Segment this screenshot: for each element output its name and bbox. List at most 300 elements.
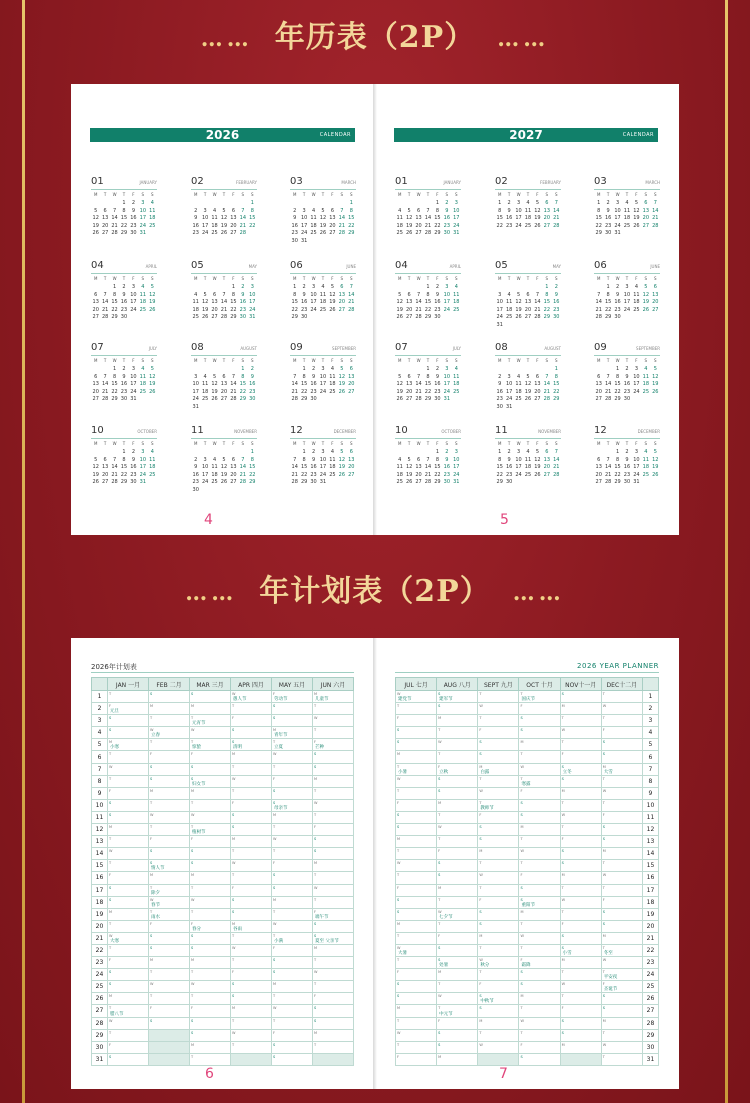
day-cell[interactable] bbox=[478, 920, 519, 932]
day-cell[interactable] bbox=[231, 1041, 272, 1053]
day-cell[interactable] bbox=[313, 860, 354, 872]
day-cell[interactable] bbox=[149, 715, 190, 727]
day-cell[interactable] bbox=[231, 799, 272, 811]
day-cell[interactable] bbox=[519, 691, 560, 703]
day-cell[interactable] bbox=[272, 811, 313, 823]
day-cell[interactable] bbox=[437, 957, 478, 969]
day-cell[interactable] bbox=[272, 1017, 313, 1029]
day-cell[interactable] bbox=[601, 775, 642, 787]
day-cell[interactable] bbox=[560, 969, 601, 981]
day-cell[interactable] bbox=[313, 799, 354, 811]
day-cell[interactable] bbox=[437, 884, 478, 896]
day-cell[interactable] bbox=[437, 811, 478, 823]
day-cell[interactable] bbox=[108, 787, 149, 799]
day-cell[interactable] bbox=[560, 787, 601, 799]
day-cell[interactable] bbox=[313, 1005, 354, 1017]
day-cell[interactable] bbox=[478, 884, 519, 896]
day-cell[interactable] bbox=[437, 969, 478, 981]
day-cell[interactable] bbox=[601, 981, 642, 993]
day-cell[interactable] bbox=[396, 896, 437, 908]
day-cell[interactable] bbox=[231, 1029, 272, 1041]
day-cell[interactable] bbox=[108, 763, 149, 775]
day-cell[interactable] bbox=[272, 896, 313, 908]
day-cell[interactable] bbox=[190, 703, 231, 715]
day-cell[interactable] bbox=[478, 969, 519, 981]
day-cell[interactable] bbox=[149, 957, 190, 969]
day-cell[interactable] bbox=[437, 896, 478, 908]
day-cell[interactable] bbox=[231, 993, 272, 1005]
day-cell[interactable] bbox=[396, 691, 437, 703]
day-cell[interactable] bbox=[272, 836, 313, 848]
day-cell[interactable] bbox=[519, 763, 560, 775]
day-cell[interactable] bbox=[272, 799, 313, 811]
day-cell[interactable] bbox=[519, 1029, 560, 1041]
day-cell[interactable] bbox=[149, 872, 190, 884]
day-cell[interactable] bbox=[601, 884, 642, 896]
day-cell[interactable] bbox=[313, 715, 354, 727]
day-cell[interactable] bbox=[519, 908, 560, 920]
day-cell[interactable] bbox=[108, 872, 149, 884]
day-cell[interactable] bbox=[519, 957, 560, 969]
day-cell[interactable] bbox=[437, 944, 478, 956]
day-cell[interactable] bbox=[149, 920, 190, 932]
day-cell[interactable] bbox=[108, 1029, 149, 1041]
day-cell[interactable] bbox=[231, 848, 272, 860]
day-cell[interactable] bbox=[601, 763, 642, 775]
day-cell[interactable] bbox=[478, 957, 519, 969]
day-cell[interactable] bbox=[272, 751, 313, 763]
day-cell[interactable] bbox=[437, 1005, 478, 1017]
day-cell[interactable] bbox=[272, 1053, 313, 1065]
day-cell[interactable] bbox=[519, 860, 560, 872]
day-cell[interactable] bbox=[149, 884, 190, 896]
day-cell[interactable] bbox=[108, 981, 149, 993]
day-cell[interactable] bbox=[601, 932, 642, 944]
day-cell[interactable] bbox=[272, 787, 313, 799]
day-cell[interactable] bbox=[478, 799, 519, 811]
day-cell[interactable] bbox=[601, 944, 642, 956]
day-cell[interactable] bbox=[478, 824, 519, 836]
day-cell[interactable] bbox=[313, 691, 354, 703]
day-cell[interactable] bbox=[478, 739, 519, 751]
day-cell[interactable] bbox=[272, 739, 313, 751]
day-cell[interactable] bbox=[519, 824, 560, 836]
day-cell[interactable] bbox=[519, 811, 560, 823]
day-cell[interactable] bbox=[190, 811, 231, 823]
day-cell[interactable] bbox=[108, 799, 149, 811]
day-cell[interactable] bbox=[108, 836, 149, 848]
day-cell[interactable] bbox=[396, 848, 437, 860]
day-cell[interactable] bbox=[396, 824, 437, 836]
day-cell[interactable] bbox=[519, 884, 560, 896]
day-cell[interactable] bbox=[478, 787, 519, 799]
day-cell[interactable] bbox=[560, 715, 601, 727]
day-cell[interactable] bbox=[272, 727, 313, 739]
day-cell[interactable] bbox=[190, 739, 231, 751]
day-cell[interactable] bbox=[108, 1053, 149, 1065]
day-cell[interactable] bbox=[190, 993, 231, 1005]
day-cell[interactable] bbox=[231, 872, 272, 884]
day-cell[interactable] bbox=[231, 1005, 272, 1017]
day-cell[interactable] bbox=[313, 908, 354, 920]
day-cell[interactable] bbox=[190, 691, 231, 703]
day-cell[interactable] bbox=[190, 836, 231, 848]
day-cell[interactable] bbox=[519, 1005, 560, 1017]
day-cell[interactable] bbox=[108, 969, 149, 981]
day-cell[interactable] bbox=[437, 1041, 478, 1053]
day-cell[interactable] bbox=[190, 727, 231, 739]
day-cell[interactable] bbox=[149, 896, 190, 908]
day-cell[interactable] bbox=[190, 775, 231, 787]
day-cell[interactable] bbox=[478, 751, 519, 763]
day-cell[interactable] bbox=[190, 1005, 231, 1017]
day-cell[interactable] bbox=[272, 775, 313, 787]
day-cell[interactable] bbox=[231, 836, 272, 848]
day-cell[interactable] bbox=[519, 1053, 560, 1065]
day-cell[interactable] bbox=[437, 993, 478, 1005]
day-cell[interactable] bbox=[437, 860, 478, 872]
day-cell[interactable] bbox=[560, 981, 601, 993]
day-cell[interactable] bbox=[231, 932, 272, 944]
day-cell[interactable] bbox=[108, 811, 149, 823]
day-cell[interactable] bbox=[231, 775, 272, 787]
day-cell[interactable] bbox=[149, 1017, 190, 1029]
day-cell[interactable] bbox=[396, 993, 437, 1005]
day-cell[interactable] bbox=[272, 824, 313, 836]
day-cell[interactable] bbox=[108, 957, 149, 969]
day-cell[interactable] bbox=[190, 787, 231, 799]
day-cell[interactable] bbox=[149, 691, 190, 703]
day-cell[interactable] bbox=[396, 763, 437, 775]
day-cell[interactable] bbox=[231, 787, 272, 799]
day-cell[interactable] bbox=[478, 775, 519, 787]
day-cell[interactable] bbox=[190, 1017, 231, 1029]
day-cell[interactable] bbox=[437, 981, 478, 993]
day-cell[interactable] bbox=[396, 775, 437, 787]
day-cell[interactable] bbox=[313, 739, 354, 751]
day-cell[interactable] bbox=[108, 727, 149, 739]
day-cell[interactable] bbox=[272, 932, 313, 944]
day-cell[interactable] bbox=[190, 969, 231, 981]
day-cell[interactable] bbox=[190, 751, 231, 763]
day-cell[interactable] bbox=[601, 1053, 642, 1065]
day-cell[interactable] bbox=[272, 957, 313, 969]
day-cell[interactable] bbox=[560, 1005, 601, 1017]
day-cell[interactable] bbox=[560, 799, 601, 811]
day-cell[interactable] bbox=[231, 703, 272, 715]
day-cell[interactable] bbox=[190, 981, 231, 993]
day-cell[interactable] bbox=[560, 993, 601, 1005]
day-cell[interactable] bbox=[396, 1053, 437, 1065]
day-cell[interactable] bbox=[601, 727, 642, 739]
day-cell[interactable] bbox=[190, 944, 231, 956]
day-cell[interactable] bbox=[519, 993, 560, 1005]
day-cell[interactable] bbox=[108, 775, 149, 787]
day-cell[interactable] bbox=[231, 751, 272, 763]
day-cell[interactable] bbox=[560, 957, 601, 969]
day-cell[interactable] bbox=[478, 981, 519, 993]
day-cell[interactable] bbox=[519, 932, 560, 944]
day-cell[interactable] bbox=[149, 836, 190, 848]
day-cell[interactable] bbox=[519, 836, 560, 848]
day-cell[interactable] bbox=[149, 981, 190, 993]
day-cell[interactable] bbox=[190, 957, 231, 969]
day-cell[interactable] bbox=[231, 691, 272, 703]
day-cell[interactable] bbox=[272, 920, 313, 932]
day-cell[interactable] bbox=[108, 896, 149, 908]
day-cell[interactable] bbox=[437, 1053, 478, 1065]
day-cell[interactable] bbox=[478, 944, 519, 956]
day-cell[interactable] bbox=[108, 860, 149, 872]
day-cell[interactable] bbox=[601, 993, 642, 1005]
day-cell[interactable] bbox=[478, 691, 519, 703]
day-cell[interactable] bbox=[231, 811, 272, 823]
day-cell[interactable] bbox=[396, 1041, 437, 1053]
day-cell[interactable] bbox=[478, 763, 519, 775]
day-cell[interactable] bbox=[149, 848, 190, 860]
day-cell[interactable] bbox=[231, 896, 272, 908]
day-cell[interactable] bbox=[313, 969, 354, 981]
day-cell[interactable] bbox=[313, 727, 354, 739]
day-cell[interactable] bbox=[190, 884, 231, 896]
day-cell[interactable] bbox=[437, 908, 478, 920]
day-cell[interactable] bbox=[108, 1017, 149, 1029]
day-cell[interactable] bbox=[601, 751, 642, 763]
day-cell[interactable] bbox=[437, 775, 478, 787]
day-cell[interactable] bbox=[437, 763, 478, 775]
day-cell[interactable] bbox=[560, 727, 601, 739]
day-cell[interactable] bbox=[231, 908, 272, 920]
day-cell[interactable] bbox=[108, 848, 149, 860]
day-cell[interactable] bbox=[108, 993, 149, 1005]
day-cell[interactable] bbox=[560, 775, 601, 787]
day-cell[interactable] bbox=[313, 872, 354, 884]
day-cell[interactable] bbox=[601, 715, 642, 727]
day-cell[interactable] bbox=[272, 763, 313, 775]
day-cell[interactable] bbox=[601, 836, 642, 848]
day-cell[interactable] bbox=[519, 1017, 560, 1029]
day-cell[interactable] bbox=[313, 944, 354, 956]
day-cell[interactable] bbox=[313, 824, 354, 836]
day-cell[interactable] bbox=[601, 799, 642, 811]
day-cell[interactable] bbox=[560, 703, 601, 715]
day-cell[interactable] bbox=[190, 908, 231, 920]
day-cell[interactable] bbox=[108, 739, 149, 751]
day-cell[interactable] bbox=[272, 1029, 313, 1041]
day-cell[interactable] bbox=[231, 944, 272, 956]
day-cell[interactable] bbox=[149, 811, 190, 823]
day-cell[interactable] bbox=[108, 715, 149, 727]
day-cell[interactable] bbox=[560, 691, 601, 703]
day-cell[interactable] bbox=[231, 739, 272, 751]
day-cell[interactable] bbox=[396, 751, 437, 763]
day-cell[interactable] bbox=[190, 763, 231, 775]
day-cell[interactable] bbox=[149, 1005, 190, 1017]
day-cell[interactable] bbox=[437, 727, 478, 739]
day-cell[interactable] bbox=[560, 1029, 601, 1041]
day-cell[interactable] bbox=[396, 1005, 437, 1017]
day-cell[interactable] bbox=[108, 920, 149, 932]
day-cell[interactable] bbox=[560, 860, 601, 872]
day-cell[interactable] bbox=[478, 715, 519, 727]
day-cell[interactable] bbox=[190, 932, 231, 944]
day-cell[interactable] bbox=[560, 848, 601, 860]
day-cell[interactable] bbox=[396, 1017, 437, 1029]
day-cell[interactable] bbox=[108, 932, 149, 944]
day-cell[interactable] bbox=[560, 908, 601, 920]
day-cell[interactable] bbox=[478, 848, 519, 860]
day-cell[interactable] bbox=[519, 981, 560, 993]
day-cell[interactable] bbox=[313, 896, 354, 908]
day-cell[interactable] bbox=[313, 1041, 354, 1053]
day-cell[interactable] bbox=[601, 824, 642, 836]
day-cell[interactable] bbox=[437, 1017, 478, 1029]
day-cell[interactable] bbox=[108, 691, 149, 703]
day-cell[interactable] bbox=[108, 908, 149, 920]
day-cell[interactable] bbox=[601, 848, 642, 860]
day-cell[interactable] bbox=[149, 739, 190, 751]
day-cell[interactable] bbox=[313, 703, 354, 715]
day-cell[interactable] bbox=[108, 703, 149, 715]
day-cell[interactable] bbox=[149, 751, 190, 763]
day-cell[interactable] bbox=[231, 824, 272, 836]
day-cell[interactable] bbox=[601, 1017, 642, 1029]
day-cell[interactable] bbox=[560, 884, 601, 896]
day-cell[interactable] bbox=[601, 969, 642, 981]
day-cell[interactable] bbox=[478, 836, 519, 848]
day-cell[interactable] bbox=[313, 751, 354, 763]
day-cell[interactable] bbox=[272, 969, 313, 981]
day-cell[interactable] bbox=[519, 715, 560, 727]
day-cell[interactable] bbox=[601, 872, 642, 884]
day-cell[interactable] bbox=[437, 799, 478, 811]
day-cell[interactable] bbox=[478, 860, 519, 872]
day-cell[interactable] bbox=[519, 739, 560, 751]
day-cell[interactable] bbox=[478, 872, 519, 884]
day-cell[interactable] bbox=[231, 860, 272, 872]
day-cell[interactable] bbox=[601, 896, 642, 908]
day-cell[interactable] bbox=[437, 932, 478, 944]
day-cell[interactable] bbox=[272, 944, 313, 956]
day-cell[interactable] bbox=[313, 993, 354, 1005]
day-cell[interactable] bbox=[108, 824, 149, 836]
day-cell[interactable] bbox=[272, 703, 313, 715]
day-cell[interactable] bbox=[560, 932, 601, 944]
day-cell[interactable] bbox=[560, 920, 601, 932]
day-cell[interactable] bbox=[601, 1005, 642, 1017]
day-cell[interactable] bbox=[231, 715, 272, 727]
day-cell[interactable] bbox=[437, 920, 478, 932]
day-cell[interactable] bbox=[396, 715, 437, 727]
day-cell[interactable] bbox=[478, 703, 519, 715]
day-cell[interactable] bbox=[149, 727, 190, 739]
day-cell[interactable] bbox=[437, 836, 478, 848]
day-cell[interactable] bbox=[437, 739, 478, 751]
day-cell[interactable] bbox=[313, 957, 354, 969]
day-cell[interactable] bbox=[190, 799, 231, 811]
day-cell[interactable] bbox=[396, 836, 437, 848]
day-cell[interactable] bbox=[396, 811, 437, 823]
day-cell[interactable] bbox=[190, 715, 231, 727]
day-cell[interactable] bbox=[313, 1029, 354, 1041]
day-cell[interactable] bbox=[149, 993, 190, 1005]
day-cell[interactable] bbox=[313, 836, 354, 848]
day-cell[interactable] bbox=[190, 1053, 231, 1065]
day-cell[interactable] bbox=[108, 884, 149, 896]
day-cell[interactable] bbox=[149, 824, 190, 836]
day-cell[interactable] bbox=[149, 703, 190, 715]
day-cell[interactable] bbox=[437, 715, 478, 727]
day-cell[interactable] bbox=[231, 969, 272, 981]
day-cell[interactable] bbox=[437, 848, 478, 860]
day-cell[interactable] bbox=[231, 1017, 272, 1029]
day-cell[interactable] bbox=[601, 1041, 642, 1053]
day-cell[interactable] bbox=[396, 981, 437, 993]
day-cell[interactable] bbox=[519, 920, 560, 932]
day-cell[interactable] bbox=[601, 957, 642, 969]
day-cell[interactable] bbox=[313, 811, 354, 823]
day-cell[interactable] bbox=[519, 751, 560, 763]
day-cell[interactable] bbox=[272, 848, 313, 860]
day-cell[interactable] bbox=[313, 775, 354, 787]
day-cell[interactable] bbox=[396, 799, 437, 811]
day-cell[interactable] bbox=[231, 727, 272, 739]
day-cell[interactable] bbox=[396, 787, 437, 799]
day-cell[interactable] bbox=[478, 1005, 519, 1017]
day-cell[interactable] bbox=[272, 860, 313, 872]
day-cell[interactable] bbox=[396, 908, 437, 920]
day-cell[interactable] bbox=[149, 775, 190, 787]
day-cell[interactable] bbox=[519, 896, 560, 908]
day-cell[interactable] bbox=[396, 739, 437, 751]
day-cell[interactable] bbox=[601, 1029, 642, 1041]
day-cell[interactable] bbox=[560, 944, 601, 956]
day-cell[interactable] bbox=[272, 884, 313, 896]
day-cell[interactable] bbox=[313, 920, 354, 932]
day-cell[interactable] bbox=[231, 981, 272, 993]
day-cell[interactable] bbox=[149, 969, 190, 981]
day-cell[interactable] bbox=[272, 981, 313, 993]
day-cell[interactable] bbox=[396, 1029, 437, 1041]
day-cell[interactable] bbox=[272, 872, 313, 884]
day-cell[interactable] bbox=[519, 703, 560, 715]
day-cell[interactable] bbox=[149, 944, 190, 956]
day-cell[interactable] bbox=[396, 884, 437, 896]
day-cell[interactable] bbox=[560, 1041, 601, 1053]
day-cell[interactable] bbox=[560, 1017, 601, 1029]
day-cell[interactable] bbox=[478, 1017, 519, 1029]
day-cell[interactable] bbox=[190, 860, 231, 872]
day-cell[interactable] bbox=[149, 787, 190, 799]
day-cell[interactable] bbox=[313, 884, 354, 896]
day-cell[interactable] bbox=[601, 703, 642, 715]
day-cell[interactable] bbox=[396, 932, 437, 944]
day-cell[interactable] bbox=[437, 751, 478, 763]
day-cell[interactable] bbox=[519, 848, 560, 860]
day-cell[interactable] bbox=[478, 896, 519, 908]
day-cell[interactable] bbox=[478, 1041, 519, 1053]
day-cell[interactable] bbox=[313, 932, 354, 944]
day-cell[interactable] bbox=[108, 1005, 149, 1017]
day-cell[interactable] bbox=[231, 957, 272, 969]
day-cell[interactable] bbox=[396, 703, 437, 715]
day-cell[interactable] bbox=[231, 920, 272, 932]
day-cell[interactable] bbox=[519, 787, 560, 799]
day-cell[interactable] bbox=[478, 1029, 519, 1041]
day-cell[interactable] bbox=[560, 739, 601, 751]
day-cell[interactable] bbox=[272, 993, 313, 1005]
day-cell[interactable] bbox=[560, 896, 601, 908]
